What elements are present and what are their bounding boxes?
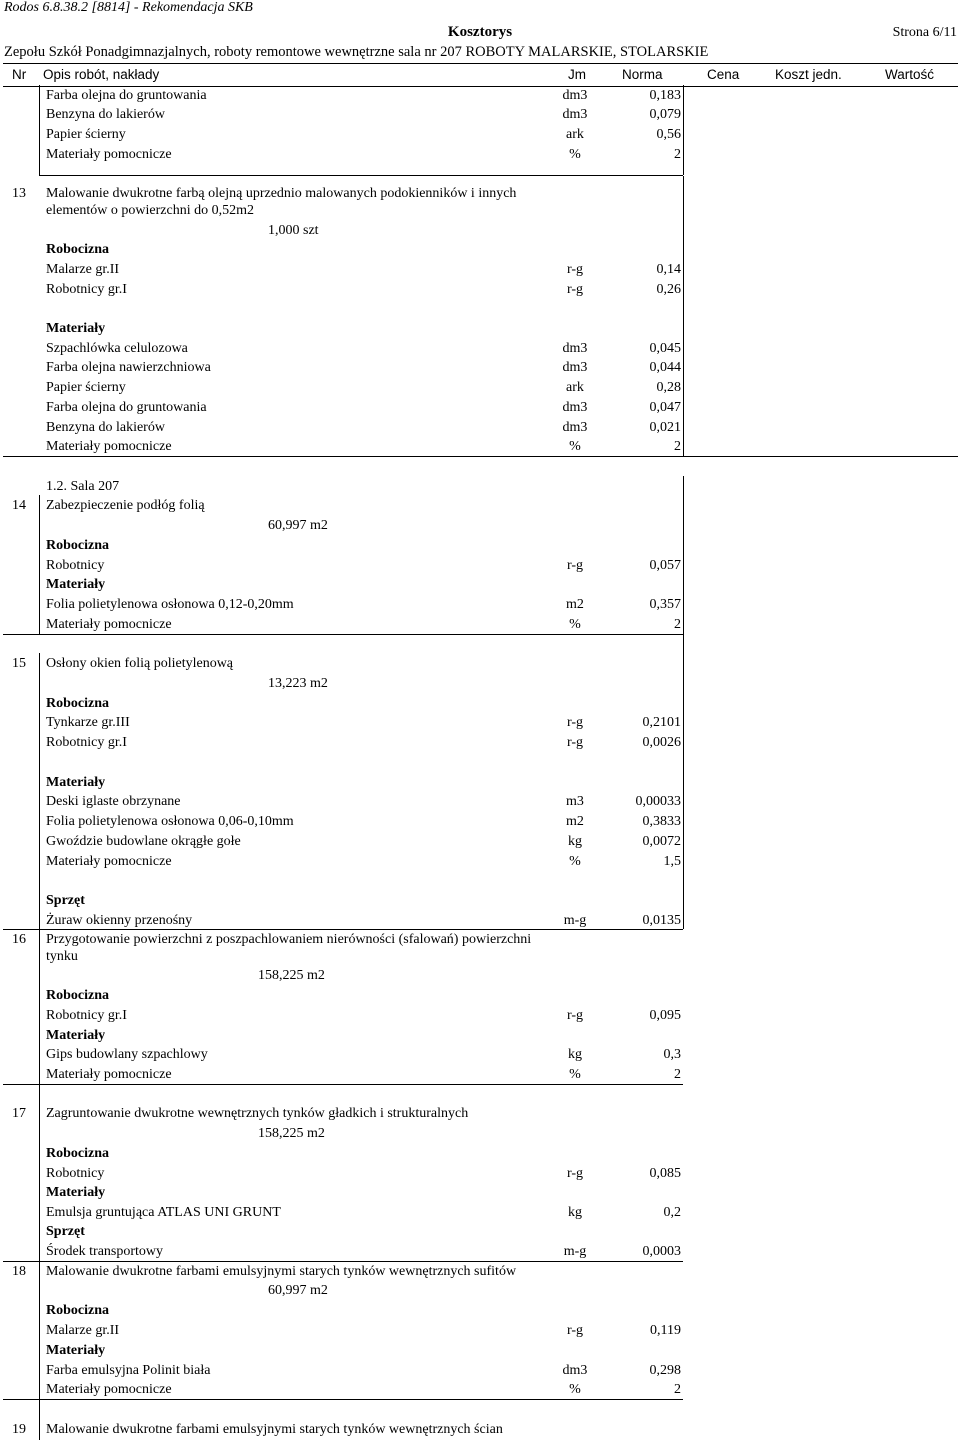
- unit-of-measure: kg: [568, 1205, 582, 1220]
- column-header-unit: Jm: [568, 67, 586, 82]
- resource-group-heading: Materiały: [46, 1185, 106, 1200]
- estimate-item-row: [0, 496, 960, 515]
- unit-of-measure: r-g: [566, 262, 584, 277]
- norm-value: 0,3833: [642, 814, 681, 829]
- item-description: Farba emulsyjna Polinit biała: [46, 1363, 211, 1378]
- item-number: 19: [12, 1422, 26, 1437]
- table-row: [0, 773, 960, 792]
- unit-of-measure: dm3: [562, 88, 588, 103]
- item-quantity: 158,225 m2: [258, 1126, 325, 1141]
- unit-of-measure: r-g: [566, 1008, 584, 1023]
- item-description: Gwoździe budowlane okrągłe gołe: [46, 834, 241, 849]
- item-description: Farba olejna do gruntowania: [46, 88, 207, 103]
- table-row: [0, 674, 960, 693]
- table-row: [0, 201, 960, 220]
- table-row-divider: [3, 1399, 683, 1400]
- item-description: Benzyna do lakierów: [46, 420, 165, 435]
- unit-of-measure: m2: [566, 814, 584, 829]
- unit-of-measure: dm3: [562, 107, 588, 122]
- unit-of-measure: kg: [568, 1047, 582, 1062]
- resource-group-heading: Materiały: [46, 1343, 106, 1358]
- norm-value: 2: [674, 1067, 681, 1082]
- unit-of-measure: m2: [566, 597, 584, 612]
- resource-group-heading: Robocizna: [46, 988, 109, 1003]
- item-description: Materiały pomocnicze: [46, 617, 172, 632]
- resource-group-heading: Robocizna: [46, 242, 109, 257]
- item-description: Robotnicy: [46, 1166, 105, 1181]
- unit-of-measure: dm3: [562, 400, 588, 415]
- item-description: Folia polietylenowa osłonowa 0,12-0,20mm: [46, 597, 294, 612]
- estimate-item-row: [0, 1262, 960, 1281]
- item-description: Przygotowanie powierzchni z poszpachlowaniem nierówności (sfalowań) powierzchni: [46, 932, 532, 947]
- table-row: [0, 1242, 960, 1261]
- table-row: [0, 1124, 960, 1143]
- page-number: Strona 6/11: [892, 25, 957, 40]
- table-row: [0, 536, 960, 555]
- table-row: [0, 1321, 960, 1340]
- norm-value: 2: [674, 439, 681, 454]
- table-row-divider: [3, 634, 683, 635]
- norm-value: 2: [674, 617, 681, 632]
- table-row-divider: [3, 1084, 683, 1085]
- table-row: [0, 358, 960, 377]
- norm-value: 0,119: [650, 1323, 681, 1338]
- table-row: [0, 812, 960, 831]
- table-row: [0, 398, 960, 417]
- item-description: Materiały pomocnicze: [46, 854, 172, 869]
- table-row: [0, 595, 960, 614]
- norm-value: 0,00033: [635, 794, 681, 809]
- item-description: Papier ścierny: [46, 380, 126, 395]
- table-row: [0, 339, 960, 358]
- resource-group-heading: Sprzęt: [46, 1224, 85, 1239]
- item-description: Benzyna do lakierów: [46, 107, 165, 122]
- resource-group-heading: Materiały: [46, 321, 106, 336]
- table-row: [0, 615, 960, 634]
- table-row: [0, 280, 960, 299]
- item-quantity: 60,997 m2: [268, 1283, 328, 1298]
- table-row: [0, 378, 960, 397]
- column-header-nr: Nr: [12, 67, 27, 82]
- item-description: Malarze gr.II: [46, 262, 120, 277]
- item-description: Malowanie dwukrotne farbą olejną uprzednio malowanych podokienników i innych: [46, 186, 517, 201]
- norm-value: 0,26: [656, 282, 681, 297]
- norm-value: 0,0026: [642, 735, 681, 750]
- item-number: 13: [12, 186, 26, 201]
- item-description: Malarze gr.II: [46, 1323, 120, 1338]
- resource-group-heading: Materiały: [46, 1028, 106, 1043]
- item-description: Tynkarze gr.III: [46, 715, 130, 730]
- table-row: [0, 792, 960, 811]
- norm-value: 0,057: [649, 558, 681, 573]
- table-row: [0, 891, 960, 910]
- item-description: Farba olejna nawierzchniowa: [46, 360, 211, 375]
- norm-value: 0,28: [656, 380, 681, 395]
- table-row: [0, 1222, 960, 1241]
- unit-of-measure: %: [569, 1382, 581, 1397]
- section-heading-row: [0, 477, 960, 496]
- item-quantity: 158,225 m2: [258, 968, 325, 983]
- norm-value: 0,56: [656, 127, 681, 142]
- unit-of-measure: r-g: [566, 558, 584, 573]
- unit-of-measure: r-g: [566, 735, 584, 750]
- item-description: Robotnicy gr.I: [46, 735, 127, 750]
- norm-value: 0,2101: [642, 715, 681, 730]
- norm-value: 1,5: [663, 854, 681, 869]
- table-row: [0, 1045, 960, 1064]
- app-title: Rodos 6.8.38.2 [8814] - Rekomendacja SKB: [4, 0, 253, 15]
- item-number: 17: [12, 1106, 26, 1121]
- norm-value: 0,0003: [642, 1244, 681, 1259]
- table-row: [0, 437, 960, 456]
- table-row: [0, 86, 960, 105]
- norm-value: 0,14: [656, 262, 681, 277]
- section-title: 1.2. Sala 207: [46, 479, 120, 494]
- table-row: [0, 1361, 960, 1380]
- item-number: 18: [12, 1264, 26, 1279]
- resource-group-heading: Materiały: [46, 577, 106, 592]
- estimate-item-row: [0, 654, 960, 673]
- table-row: [0, 1301, 960, 1320]
- norm-value: 0,0072: [642, 834, 681, 849]
- item-description: Środek transportowy: [46, 1244, 164, 1259]
- item-description: Zagruntowanie dwukrotne wewnętrznych tynków gładkich i strukturalnych: [46, 1106, 469, 1121]
- resource-group-heading: Robocizna: [46, 538, 109, 553]
- norm-value: 0,079: [649, 107, 681, 122]
- table-row: [0, 1380, 960, 1399]
- unit-of-measure: %: [569, 617, 581, 632]
- norm-value: 0,045: [649, 341, 681, 356]
- table-row: [0, 575, 960, 594]
- table-row: [0, 556, 960, 575]
- item-description: Malowanie dwukrotne farbami emulsyjnymi starych tynków wewnętrznych ścian: [46, 1422, 503, 1437]
- table-row: [0, 319, 960, 338]
- unit-of-measure: r-g: [566, 1166, 584, 1181]
- table-row: [0, 240, 960, 259]
- item-description: Materiały pomocnicze: [46, 1382, 172, 1397]
- table-row-divider: [3, 456, 958, 457]
- resource-group-heading: Sprzęt: [46, 893, 85, 908]
- table-row: [0, 733, 960, 752]
- norm-value: 0,047: [649, 400, 681, 415]
- table-row: [0, 947, 960, 966]
- table-row: [0, 1281, 960, 1300]
- item-description: Robotnicy: [46, 558, 105, 573]
- unit-of-measure: m3: [566, 794, 584, 809]
- table-row: [0, 911, 960, 930]
- item-description: Farba olejna do gruntowania: [46, 400, 207, 415]
- item-description: Szpachlówka celulozowa: [46, 341, 188, 356]
- table-row: [0, 1183, 960, 1202]
- column-header-norm: Norma: [622, 67, 663, 82]
- resource-group-heading: Robocizna: [46, 1146, 109, 1161]
- unit-of-measure: dm3: [562, 1363, 588, 1378]
- item-quantity: 1,000 szt: [268, 223, 319, 238]
- item-description: Papier ścierny: [46, 127, 126, 142]
- unit-of-measure: m-g: [563, 913, 587, 928]
- unit-of-measure: %: [569, 147, 581, 162]
- norm-value: 0,0135: [642, 913, 681, 928]
- item-number: 16: [12, 932, 26, 947]
- table-row: [0, 694, 960, 713]
- unit-of-measure: %: [569, 1067, 581, 1082]
- norm-value: 0,021: [649, 420, 681, 435]
- item-description: Folia polietylenowa osłonowa 0,06-0,10mm: [46, 814, 294, 829]
- unit-of-measure: dm3: [562, 360, 588, 375]
- table-row: [0, 832, 960, 851]
- item-description: Malowanie dwukrotne farbami emulsyjnymi starych tynków wewnętrznych sufitów: [46, 1264, 517, 1279]
- table-row: [0, 418, 960, 437]
- item-description: Zabezpieczenie podłóg folią: [46, 498, 205, 513]
- norm-value: 0,183: [649, 88, 681, 103]
- unit-of-measure: m-g: [563, 1244, 587, 1259]
- norm-value: 0,298: [649, 1363, 681, 1378]
- table-row: [0, 221, 960, 240]
- unit-of-measure: r-g: [566, 715, 584, 730]
- unit-of-measure: dm3: [562, 341, 588, 356]
- item-quantity: 13,223 m2: [268, 676, 328, 691]
- unit-of-measure: %: [569, 439, 581, 454]
- unit-of-measure: r-g: [566, 282, 584, 297]
- resource-group-heading: Materiały: [46, 775, 106, 790]
- unit-of-measure: r-g: [566, 1323, 584, 1338]
- unit-of-measure: ark: [566, 380, 584, 395]
- table-row: [0, 260, 960, 279]
- table-row: [0, 1026, 960, 1045]
- item-description: Robotnicy gr.I: [46, 282, 127, 297]
- estimate-item-row: [0, 1420, 960, 1439]
- column-header-unit-cost: Koszt jedn.: [775, 67, 842, 82]
- unit-of-measure: dm3: [562, 420, 588, 435]
- norm-value: 0,357: [649, 597, 681, 612]
- item-description: Żuraw okienny przenośny: [46, 913, 193, 928]
- item-description: tynku: [46, 949, 78, 964]
- document-title: Kosztorys: [447, 24, 513, 40]
- table-row: [0, 852, 960, 871]
- table-row: [0, 1341, 960, 1360]
- norm-value: 2: [674, 147, 681, 162]
- unit-of-measure: ark: [566, 127, 584, 142]
- item-description: elementów o powierzchni do 0,52m2: [46, 203, 255, 218]
- estimate-item-row: [0, 1104, 960, 1123]
- unit-of-measure: %: [569, 854, 581, 869]
- item-description: Deski iglaste obrzynane: [46, 794, 181, 809]
- table-row: [0, 105, 960, 124]
- table-row: [0, 125, 960, 144]
- table-row: [0, 1006, 960, 1025]
- resource-group-heading: Robocizna: [46, 696, 109, 711]
- item-description: Emulsja gruntująca ATLAS UNI GRUNT: [46, 1205, 281, 1220]
- item-description: Robotnicy gr.I: [46, 1008, 127, 1023]
- item-description: Materiały pomocnicze: [46, 439, 172, 454]
- column-header-description: Opis robót, nakłady: [43, 67, 160, 82]
- table-row-divider: [39, 175, 683, 176]
- column-header-value: Wartość: [885, 67, 935, 82]
- norm-value: 2: [674, 1382, 681, 1397]
- table-row: [0, 516, 960, 535]
- item-number: 15: [12, 656, 26, 671]
- item-description: Materiały pomocnicze: [46, 1067, 172, 1082]
- norm-value: 0,095: [649, 1008, 681, 1023]
- norm-value: 0,3: [663, 1047, 681, 1062]
- table-row: [0, 1164, 960, 1183]
- table-row: [0, 966, 960, 985]
- resource-group-heading: Robocizna: [46, 1303, 109, 1318]
- document-subtitle: Zepołu Szkół Ponadgimnazjalnych, roboty remontowe wewnętrzne sala nr 207 ROBOTY MALARSKIE, STOLARSKIE: [4, 44, 709, 60]
- item-number: 14: [12, 498, 26, 513]
- table-row: [0, 1203, 960, 1222]
- table-row: [0, 713, 960, 732]
- norm-value: 0,2: [663, 1205, 681, 1220]
- item-quantity: 60,997 m2: [268, 518, 328, 533]
- unit-of-measure: kg: [568, 834, 582, 849]
- table-row: [0, 1065, 960, 1084]
- column-header-price: Cena: [707, 67, 740, 82]
- table-row: [0, 145, 960, 164]
- item-description: Materiały pomocnicze: [46, 147, 172, 162]
- item-description: Osłony okien folią polietylenową: [46, 656, 234, 671]
- norm-value: 0,044: [649, 360, 681, 375]
- table-row: [0, 1144, 960, 1163]
- norm-value: 0,085: [649, 1166, 681, 1181]
- table-row: [0, 986, 960, 1005]
- item-description: Gips budowlany szpachlowy: [46, 1047, 208, 1062]
